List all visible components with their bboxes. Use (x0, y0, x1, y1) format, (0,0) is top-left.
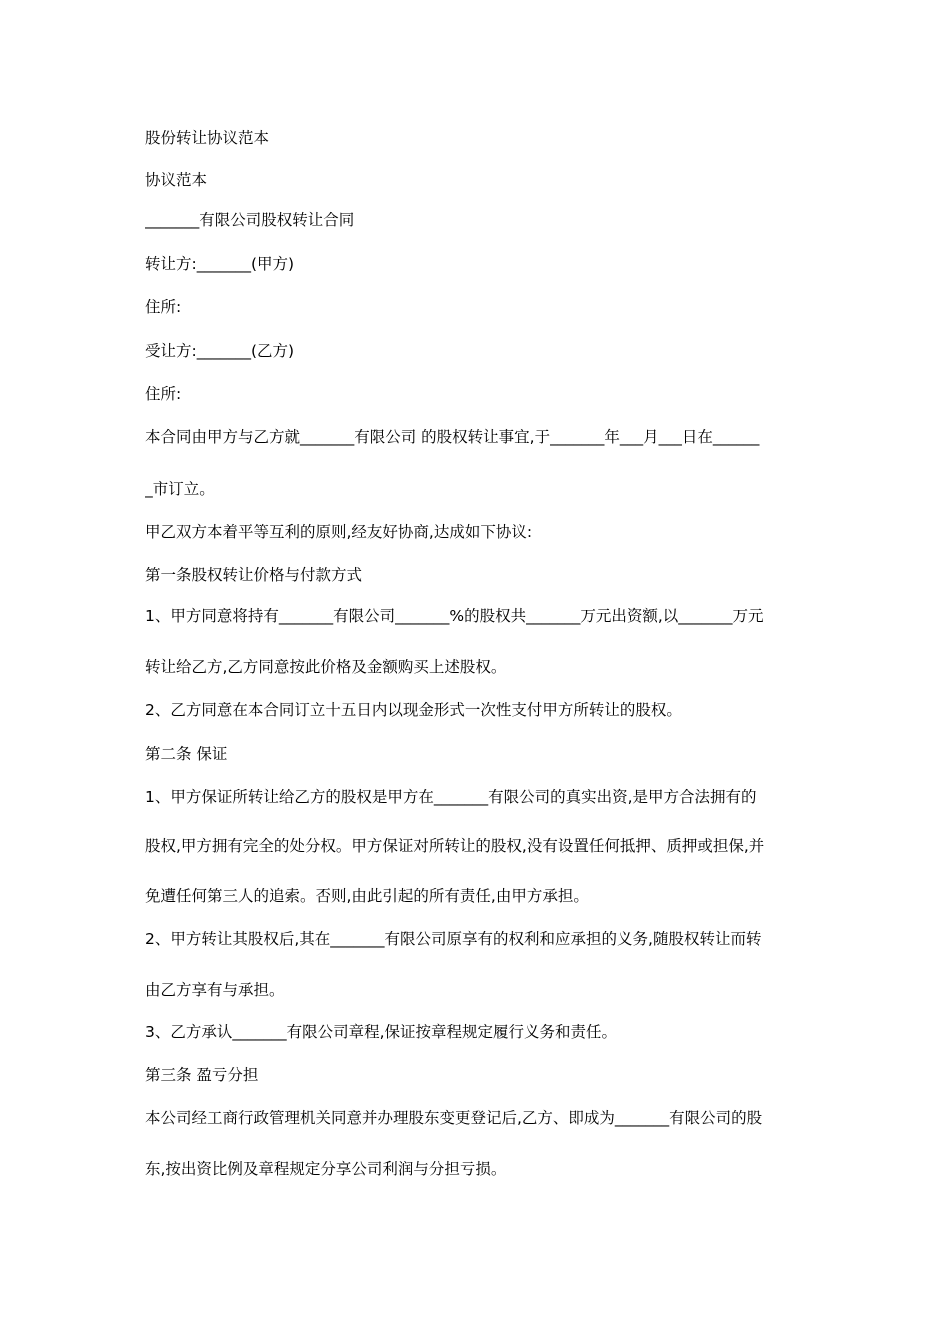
contract-title: _______有限公司股权转让合同 (145, 211, 355, 229)
paragraph-line: 转让给乙方,乙方同意按此价格及金额购买上述股权。 (145, 658, 507, 676)
transferee-address-line: 住所: (145, 385, 182, 403)
article-heading: 第二条 保证 (145, 745, 228, 763)
paragraph-line: 甲乙双方本着平等互利的原则,经友好协商,达成如下协议: (145, 523, 533, 541)
paragraph-line: 本公司经工商行政管理机关同意并办理股东变更登记后,乙方、即成为_______有限公司的股 (145, 1109, 763, 1127)
paragraph-line: _市订立。 (145, 480, 215, 498)
document-title: 股份转让协议范本 (145, 129, 270, 147)
article-heading: 第一条股权转让价格与付款方式 (145, 566, 363, 584)
transferee-line: 受让方:_______(乙方) (145, 342, 295, 360)
transferor-address-line: 住所: (145, 298, 182, 316)
paragraph-line: 由乙方享有与承担。 (145, 981, 285, 999)
paragraph-line: 2、乙方同意在本合同订立十五日内以现金形式一次性支付甲方所转让的股权。 (145, 701, 682, 719)
paragraph-line: 1、甲方保证所转让给乙方的股权是甲方在_______有限公司的真实出资,是甲方合法拥有的 (145, 788, 757, 806)
paragraph-line: 东,按出资比例及章程规定分享公司利润与分担亏损。 (145, 1160, 507, 1178)
paragraph-line: 股权,甲方拥有完全的处分权。甲方保证对所转让的股权,没有设置任何抵押、质押或担保,并 (145, 837, 765, 855)
paragraph-line: 2、甲方转让其股权后,其在_______有限公司原享有的权利和应承担的义务,随股权转让而转 (145, 930, 762, 948)
paragraph-line: 免遭任何第三人的追索。否则,由此引起的所有责任,由甲方承担。 (145, 887, 589, 905)
article-heading: 第三条 盈亏分担 (145, 1066, 259, 1084)
transferor-line: 转让方:_______(甲方) (145, 255, 295, 273)
paragraph-line: 1、甲方同意将持有_______有限公司_______%的股权共_______万元出资额,以_______万元 (145, 607, 764, 625)
document-subtitle: 协议范本 (145, 171, 208, 189)
paragraph-line: 3、乙方承认_______有限公司章程,保证按章程规定履行义务和责任。 (145, 1023, 618, 1041)
paragraph-line: 本合同由甲方与乙方就_______有限公司 的股权转让事宜,于_______年___月___日在______ (145, 428, 760, 446)
